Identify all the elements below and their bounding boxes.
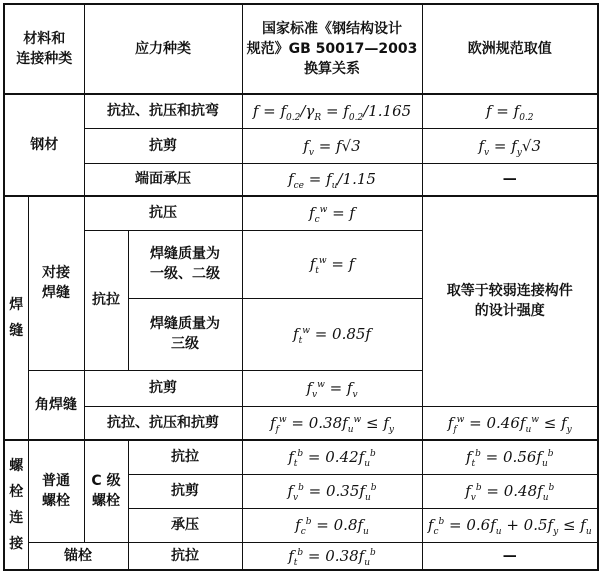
weld-cn-5: $f_f^w = 0.38f_u^w \le f_y$ — [242, 406, 422, 440]
bolt-stress-4: 抗拉 — [128, 542, 242, 570]
weld-cn-1: $f_c^w = f$ — [242, 196, 422, 230]
bolt-eu-1: $f_t^b = 0.56f_u^b$ — [422, 440, 598, 474]
steel-eu-2: $f_v = f_y√3$ — [422, 128, 598, 163]
weld-eu-merged: 取等于较弱连接构件 的设计强度 — [422, 196, 598, 406]
bolt-cn-3: $f_c^b = 0.8f_u$ — [242, 508, 422, 542]
steel-eu-1: $f = f_{0.2}$ — [422, 94, 598, 128]
weld-cn-2: $f_t^w = f$ — [242, 230, 422, 298]
strength-conversion-table — [3, 3, 599, 571]
steel-cn-3: $f_{ce} = f_u/1.15$ — [242, 163, 422, 196]
weld-stress-2: 焊缝质量为 一级、二级 — [128, 230, 242, 298]
bolt-cn-4: $f_t^b = 0.38f_u^b$ — [242, 542, 422, 570]
row-label-common-bolt: 普通 螺栓 — [28, 440, 84, 542]
weld-cn-4: $f_v^w = f_v$ — [242, 370, 422, 406]
weld-stress-1: 抗压 — [84, 196, 242, 230]
bolt-eu-3: $f_c^b = 0.6f_u + 0.5f_y \le f_u$ — [422, 508, 598, 542]
weld-stress-4: 抗剪 — [84, 370, 242, 406]
bolt-stress-2: 抗剪 — [128, 474, 242, 508]
row-label-anchor-bolt: 锚栓 — [28, 542, 128, 570]
header-material: 材料和 连接种类 — [4, 4, 84, 94]
row-label-fillet-weld: 角焊缝 — [28, 370, 84, 440]
steel-cn-1: $f = f_{0.2}/\gamma_R = f_{0.2}/1.165$ — [242, 94, 422, 128]
weld-eu-5: $f_f^w = 0.46f_u^w \le f_y$ — [422, 406, 598, 440]
row-label-grade-c: C 级 螺栓 — [84, 440, 128, 542]
steel-cn-2: $f_v = f√3$ — [242, 128, 422, 163]
header-stress: 应力种类 — [84, 4, 242, 94]
row-label-weld-tension: 抗拉 — [84, 230, 128, 370]
steel-stress-2: 抗剪 — [84, 128, 242, 163]
header-eu-standard: 欧洲规范取值 — [422, 4, 598, 94]
bolt-cn-2: $f_v^b = 0.35f_u^b$ — [242, 474, 422, 508]
row-label-butt-weld: 对接 焊缝 — [28, 196, 84, 370]
steel-stress-3: 端面承压 — [84, 163, 242, 196]
row-label-weld: 焊 缝 — [4, 196, 28, 440]
weld-stress-3: 焊缝质量为 三级 — [128, 298, 242, 370]
header-cn-standard: 国家标准《钢结构设计 规范》GB 50017—2003 换算关系 — [242, 4, 422, 94]
bolt-eu-2: $f_v^b = 0.48f_u^b$ — [422, 474, 598, 508]
bolt-cn-1: $f_t^b = 0.42f_u^b$ — [242, 440, 422, 474]
bolt-stress-1: 抗拉 — [128, 440, 242, 474]
weld-cn-3: $f_t^w = 0.85f$ — [242, 298, 422, 370]
bolt-eu-4: — — [422, 542, 598, 570]
row-label-steel: 钢材 — [4, 94, 84, 196]
bolt-stress-3: 承压 — [128, 508, 242, 542]
steel-stress-1: 抗拉、抗压和抗弯 — [84, 94, 242, 128]
weld-stress-5: 抗拉、抗压和抗剪 — [84, 406, 242, 440]
row-label-bolt: 螺 栓 连 接 — [4, 440, 28, 570]
steel-eu-3: — — [422, 163, 598, 196]
